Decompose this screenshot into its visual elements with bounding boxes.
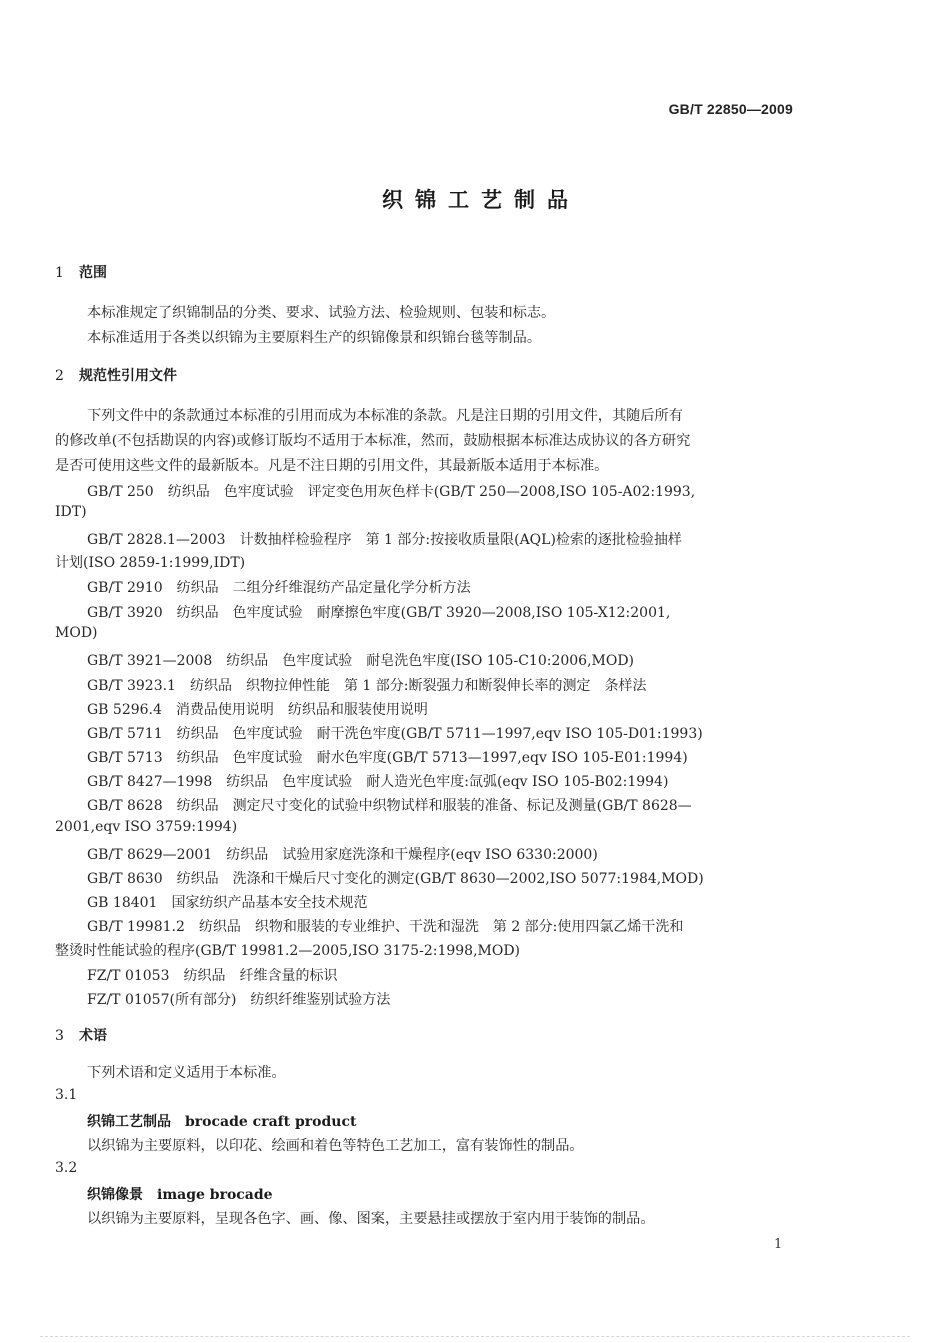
term-chinese: 织锦工艺制品	[87, 1114, 171, 1130]
reference-line: GB/T 250 纺织品 色牢度试验 评定变色用灰色样卡(GB/T 250—2008,ISO 105-A02:1993,	[87, 484, 696, 500]
term-entry	[87, 1111, 356, 1131]
scope-paragraph: 本标准规定了织锦制品的分类、要求、试验方法、检验规则、包装和标志。	[87, 305, 556, 321]
reference-line: GB 5296.4 消费品使用说明 纺织品和服装使用说明	[87, 702, 428, 718]
term-number: 3.2	[55, 1160, 78, 1176]
page-number: 1	[774, 1237, 783, 1252]
reference-line: GB 18401 国家纺织产品基本安全技术规范	[87, 895, 368, 911]
reference-line: GB/T 5713 纺织品 色牢度试验 耐水色牢度(GB/T 5713—1997,eqv ISO 105-E01:1994)	[87, 750, 688, 766]
reference-line: IDT)	[55, 504, 87, 520]
reference-line: GB/T 8630 纺织品 洗涤和干燥后尺寸变化的测定(GB/T 8630—2002,ISO 5077:1984,MOD)	[87, 871, 704, 887]
term-definition: 以织锦为主要原料，呈现各色字、画、像、图案，主要悬挂或摆放于室内用于装饰的制品。	[87, 1211, 655, 1227]
reference-line: GB/T 3923.1 纺织品 织物拉伸性能 第 1 部分:断裂强力和断裂伸长率的测定 条样法	[87, 678, 647, 694]
reference-line: GB/T 2910 纺织品 二组分纤维混纺产品定量化学分析方法	[87, 580, 471, 596]
section-heading-normative-references	[55, 365, 177, 385]
reference-line: 2001,eqv ISO 3759:1994)	[55, 819, 238, 835]
section-title: 范围	[79, 265, 107, 281]
normative-intro-line: 的修改单(不包括勘误的内容)或修订版均不适用于本标准，然而，鼓励根据本标准达成协议的各方研究	[55, 433, 691, 449]
reference-line: GB/T 2828.1—2003 计数抽样检验程序 第 1 部分:按接收质量限(AQL)检索的逐批检验抽样	[87, 532, 682, 548]
section-number: 2	[55, 368, 64, 384]
section-number: 1	[55, 265, 64, 281]
section-title: 规范性引用文件	[79, 368, 177, 384]
scan-edge-divider	[40, 1336, 910, 1337]
section-heading-terms	[55, 1025, 107, 1045]
reference-line: 计划(ISO 2859-1:1999,IDT)	[55, 555, 246, 571]
reference-line: MOD)	[55, 625, 98, 641]
reference-line: GB/T 3921—2008 纺织品 色牢度试验 耐皂洗色牢度(ISO 105-C10:2006,MOD)	[87, 653, 635, 669]
section-heading-scope	[55, 262, 107, 282]
scope-paragraph: 本标准适用于各类以织锦为主要原料生产的织锦像景和织锦台毯等制品。	[87, 330, 542, 346]
reference-line: GB/T 8427—1998 纺织品 色牢度试验 耐人造光色牢度:氙弧(eqv ISO 105-B02:1994)	[87, 774, 669, 790]
reference-line: GB/T 3920 纺织品 色牢度试验 耐摩擦色牢度(GB/T 3920—2008,ISO 105-X12:2001,	[87, 605, 671, 621]
reference-line: GB/T 5711 纺织品 色牢度试验 耐干洗色牢度(GB/T 5711—1997,eqv ISO 105-D01:1993)	[87, 726, 703, 742]
term-entry	[87, 1184, 273, 1204]
reference-line: FZ/T 01053 纺织品 纤维含量的标识	[87, 968, 338, 984]
page-title: 织锦工艺制品	[382, 188, 580, 212]
reference-line: GB/T 8629—2001 纺织品 试验用家庭洗涤和干燥程序(eqv ISO 6330:2000)	[87, 847, 598, 863]
term-chinese: 织锦像景	[87, 1187, 143, 1203]
terms-intro: 下列术语和定义适用于本标准。	[87, 1065, 286, 1081]
term-number: 3.1	[55, 1087, 78, 1103]
reference-line: GB/T 19981.2 纺织品 织物和服装的专业维护、干洗和湿洗 第 2 部分:使用四氯乙烯干洗和	[87, 919, 684, 935]
section-title: 术语	[79, 1028, 107, 1044]
reference-line: GB/T 8628 纺织品 测定尺寸变化的试验中织物试样和服装的准备、标记及测量(GB/T 8628—	[87, 798, 692, 814]
normative-intro-line: 是否可使用这些文件的最新版本。凡是不注日期的引用文件，其最新版本适用于本标准。	[55, 458, 609, 474]
reference-line: FZ/T 01057(所有部分) 纺织纤维鉴别试验方法	[87, 992, 391, 1008]
reference-line: 整烫时性能试验的程序(GB/T 19981.2—2005,ISO 3175-2:1998,MOD)	[55, 943, 521, 959]
section-number: 3	[55, 1028, 64, 1044]
term-definition: 以织锦为主要原料，以印花、绘画和着色等特色工艺加工，富有装饰性的制品。	[87, 1138, 584, 1154]
term-english: brocade craft product	[185, 1114, 357, 1130]
normative-intro-line: 下列文件中的条款通过本标准的引用而成为本标准的条款。凡是注日期的引用文件，其随后所有	[87, 408, 683, 424]
term-english: image brocade	[157, 1187, 273, 1203]
standard-number: GB/T 22850—2009	[668, 101, 793, 117]
